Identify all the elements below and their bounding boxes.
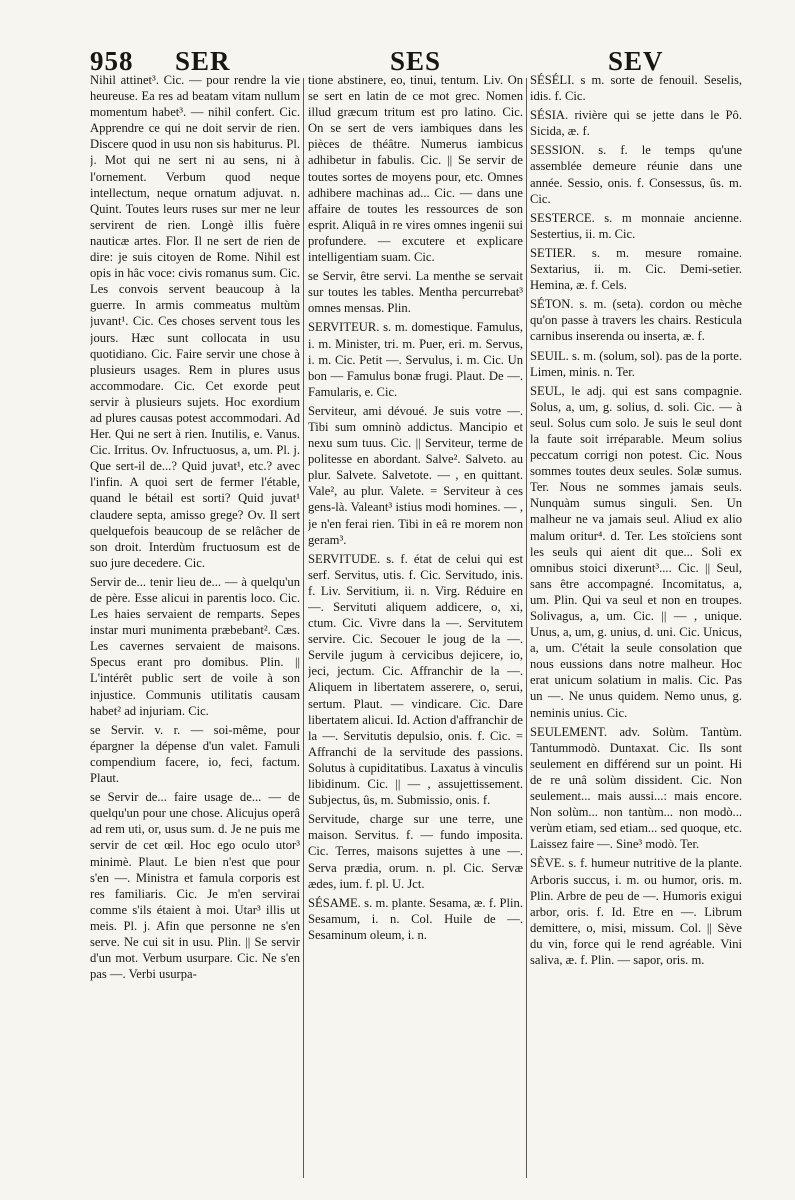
dictionary-entry: SÉTON. s. m. (seta). cordon ou mèche qu'on passe à travers les chairs. Resticula carnibus inserenda ou inserta, æ. f. bbox=[530, 297, 742, 344]
dictionary-entry: se Servir. v. r. — soi-même, pour épargner la dépense d'un valet. Famuli compendium facere, io, feci, factum. Plaut. bbox=[90, 722, 300, 786]
dictionary-entry: SEUL, le adj. qui est sans compagnie. Solus, a, um, g. solius, d. soli. Cic. — à seul. Solus cum solo. Je suis le seul dont la faute soit irréparable. Meum solius peccatum corrigi non potest. Cic. Nous sommes toutes deux seules. Solæ sumus. Ter. Nous ne sommes jamais seuls. Nunquàm sumus singuli. Sen. Un malheur ne va jamais seul. Aliud ex alio malum oritur⁴. d. Ter. Les stoïciens sont les seuls qui aient dit que... Soli ex omnibus stoici dixerunt³.... Cic. || Seul, sans être accompagné. Incomitatus, a, um. Plin. Qui va seul et non en troupes. Solivagus, a, um. Cic. || — , unique. Unus, a, um, g. unius, d. uni. Cic. Unicus, a, um. C'était la seule consolation que nous eussions dans notre malheur. Hoc erat unicum solatium in malis. Cic. Pas un —. Ne unus quidem. Nemo unus, g. neminis unius. Cic. bbox=[530, 383, 742, 720]
column-rule bbox=[303, 78, 304, 1178]
dictionary-entry: SESSION. s. f. le temps qu'une assemblée demeure réunie dans une année. Sessio, onis. f. Consessus, ûs. m. Cic. bbox=[530, 143, 742, 206]
column-rule bbox=[526, 78, 527, 1178]
running-head-center: SES bbox=[390, 46, 442, 76]
dictionary-entry: SERVITUDE. s. f. état de celui qui est serf. Servitus, utis. f. Cic. Servitudo, inis. f. Liv. Servitium, ii. n. Virg. Réduire en —. Servituti aliquem addicere, o, xi, ctum. Cic. Vivre dans la —. Servitutem servire. Cic. Secouer le joug de la —. Servile jugum à cervicibus dejicere, io, jeci, jectum. Cic. Affranchir de la —. Aliquem in libertatem asserere, o, serui, sertum. Plaut. — vindicare. Cic. Dare libertatem alicui. Id. Action d'affranchir de la —. Servitutis depulsio, onis. f. Cic. = Affranchi de la servitude des passions. Solutus à cupiditatibus. Laxatus à vinculis libidinum. Cic. || — , assujettissement. Subjectus, ûs, m. Submissio, onis. f. bbox=[308, 551, 523, 808]
dictionary-entry: SERVITEUR. s. m. domestique. Famulus, i. m. Minister, tri. m. Puer, eri. m. Servus, i. m. Cic. Petit —. Servulus, i. m. Cic. Un bon — Famulus bonæ frugi. Plaut. De —. Famularis, e. Cic. bbox=[308, 320, 523, 399]
page-number: 958 bbox=[90, 46, 134, 76]
dictionary-entry: SÉSÉLI. s m. sorte de fenouil. Seselis, idis. f. Cic. bbox=[530, 73, 742, 104]
running-head-left: SER bbox=[175, 46, 231, 76]
column-right bbox=[530, 72, 742, 1190]
running-head-right: SEV bbox=[608, 46, 664, 76]
dictionary-entry: Nihil attinet³. Cic. — pour rendre la vie heureuse. Ea res ad beatam vitam nullum momentum habet³. — nihil confert. Cic. Apprendre ce qui ne doit servir de rien. Discere quod in usu non sis habiturus. Pl. j. Mot qui ne sert ni au sens, ni à l'ornement. Verbum quod neque intellectum, neque ornatum adjuvat. n. Quint. Toutes leurs ruses sur mer ne leur servirent de rien. Longè illis fuère nauticæ artes. Flor. Il ne sert de rien de dire: je suis citoyen de Rome. Nihil est opis in hâc voce: civis romanus sum. Cic. Les convois servent beaucoup à la guerre. In armis commeatus multùm juvant¹. Cic. Ces choses servent tous les jours. Hæc sunt collocata in usu quotidiano. Cic. Faire servir une chose à plusieurs usages. Rem in plures usus accommodare. Cic. Cet exorde peut servir à plusieurs sujets. Hoc exordium ad plures causas potest accommodari. Ad Her. Qui ne sert à rien. Inutilis, e. Vanus. Cic. Irritus. Ov. Infructuosus, a, um. Pl. j. Que sert-il de...? Quid juvat¹, etc.? avec l'infin. A quoi sert de fermer l'étable, quand le bétail est sorti? Quid juvat¹ claudere septa, amisso grege? Ov. Il sert quelquefois beaucoup de se relâcher de son droit. Interdùm fructuosum est de suo jure decedere. Cic. bbox=[90, 73, 300, 570]
dictionary-entry: se Servir de... faire usage de... — de quelqu'un pour une chose. Alicujus operâ ad rem uti, or, usus sum. d. Je ne puis me servir de cet œil. Hoc ego oculo utor³ minimè. Plaut. Le bien n'est que pour s'en —. Ministra et famula corporis est res familiaris. Cic. Je m'en servirai comme s'ils étaient à moi. Utar³ illis ut meis. Pl. j. Afin que personne ne s'en serve. Ne cui sit in usu. Plin. || Se servir d'un mot. Verbum usurpare. Cic. Ne s'en pas —. Verbi usurpa- bbox=[90, 790, 300, 982]
dictionary-entry: Servir de... tenir lieu de... — à quelqu'un de père. Esse alicui in parentis loco. Cic. Les haies servaient de remparts. Sepes instar muri munimenta præbebant². Cæs. Les cavernes servaient de maisons. Specus erant pro domibus. Plin. || L'intérêt public sert de voile à son injustice. Communis utilitatis causam habet² ad injuriam. Cic. bbox=[90, 574, 300, 718]
dictionary-entry: SÉSIA. rivière qui se jette dans le Pô. Sicida, æ. f. bbox=[530, 108, 742, 139]
dictionary-entry: SETIER. s. m. mesure romaine. Sextarius, ii. m. Cic. Demi-setier. Hemina, æ. f. Cels. bbox=[530, 245, 742, 293]
dictionary-entry: Servitude, charge sur une terre, une maison. Servitus. f. — fundo imposita. Cic. Terres, maisons sujettes à une —. Serva prædia, orum. n. pl. Cic. Servæ ædes, ium. f. pl. U. Jct. bbox=[308, 812, 523, 891]
dictionary-entry: se Servir, être servi. La menthe se servait sur toutes les tables. Mentha percurrebat³ omnes mensas. Plin. bbox=[308, 269, 523, 316]
dictionary-entry: tione abstinere, eo, tinui, tentum. Liv. On se sert en latin de ce mot grec. Nomen illud græcum tritum est pro latino. Cic. On se sert de vers iambiques dans les pièces de théâtre. Numerus iambicus adhibetur in fabulis. Cic. || Se servir de toutes sortes de moyens pour, etc. Omnes adhibere machinas ad... Cic. — dans une affaire de toutes les ressources de son esprit. Aliquâ in re vires omnes ingenii sui profundere. — excutere et explicare intelligentiam suam. Cic. bbox=[308, 73, 523, 265]
column-left bbox=[90, 72, 300, 1190]
dictionary-entry: SESTERCE. s. m monnaie ancienne. Sestertius, ii. m. Cic. bbox=[530, 210, 742, 241]
dictionary-entry: SEULEMENT. adv. Solùm. Tantùm. Tantummodò. Duntaxat. Cic. Ils sont seulement en différend sur un point. Hi de re unâ solùm dissident. Cic. Non seulement... mais aussi...: mais encore. Non solùm... non tantùm... non modò... verùm etiam, sed etiam... sed quoque, etc. Laissez faire —. Sine³ modò. Ter. bbox=[530, 724, 742, 852]
column-middle bbox=[308, 72, 523, 1190]
dictionary-entry: SEUIL. s. m. (solum, sol). pas de la porte. Limen, minis. n. Ter. bbox=[530, 348, 742, 379]
dictionary-entry: Serviteur, ami dévoué. Je suis votre —. Tibi sum omninò addictus. Mancipio et nexu sum tuus. Cic. || Serviteur, terme de politesse en abordant. Salve². Salveto. au plur. Salvete. Salvetote. — , en quittant. Vale², au plur. Valete. = Serviteur à ces gens-là. Valeant³ istius modi homines. — , je n'en ferai rien. Tibi in eâ re morem non geram³. bbox=[308, 403, 523, 547]
dictionary-entry: SÈVE. s. f. humeur nutritive de la plante. Arboris succus, i. m. ou humor, oris. m. Plin. Arbre de peu de —. Humoris exigui arbor, oris. f. Id. Etre en —. Librum demittere, o, misi, missum. Col. || Sève du vin, force qui le rend agréable. Vini saliva, æ. f. Plin. — sapor, oris. m. bbox=[530, 856, 742, 967]
dictionary-entry: SÉSAME. s. m. plante. Sesama, æ. f. Plin. Sesamum, i. n. Col. Huile de —. Sesaminum oleum, i. n. bbox=[308, 895, 523, 942]
